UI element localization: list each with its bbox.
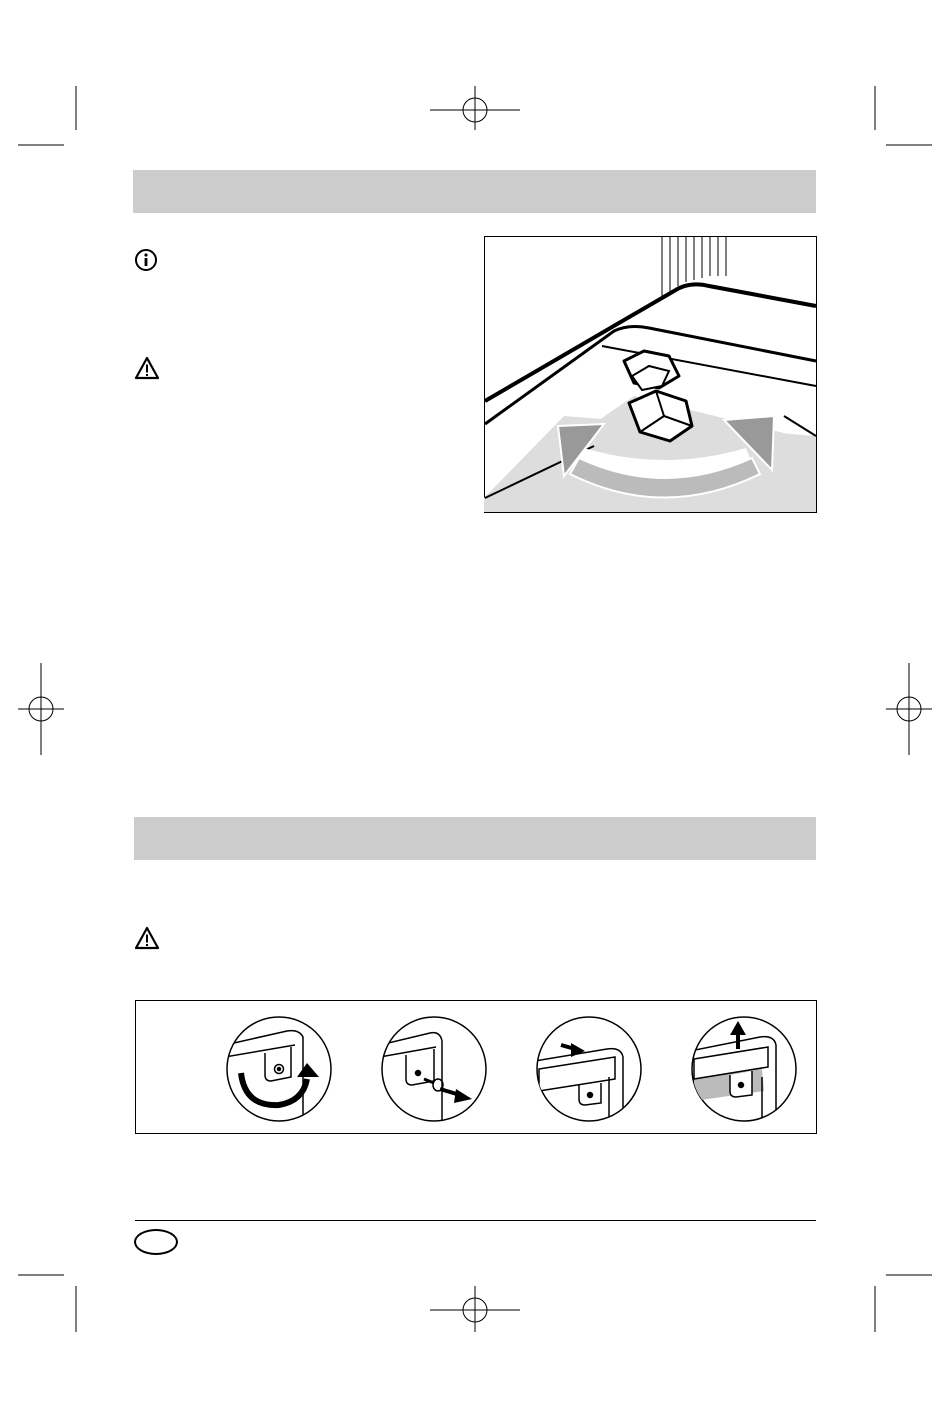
grille-removal-steps-box [135,1000,817,1134]
page-badge-oval [134,1229,178,1255]
footer-rule [135,1220,816,1221]
unscrew-rotate-step-icon [225,1015,333,1123]
adjustable-foot-figure [484,236,817,513]
section-header-band-top [133,170,816,213]
info-icon [134,248,158,272]
warning-triangle-icon [134,356,160,380]
lift-grille-step-icon [690,1015,798,1123]
remove-screw-step-icon [380,1015,488,1123]
section-header-band-middle [134,817,816,860]
push-grille-step-icon [535,1015,643,1123]
warning-triangle-icon [134,926,160,950]
